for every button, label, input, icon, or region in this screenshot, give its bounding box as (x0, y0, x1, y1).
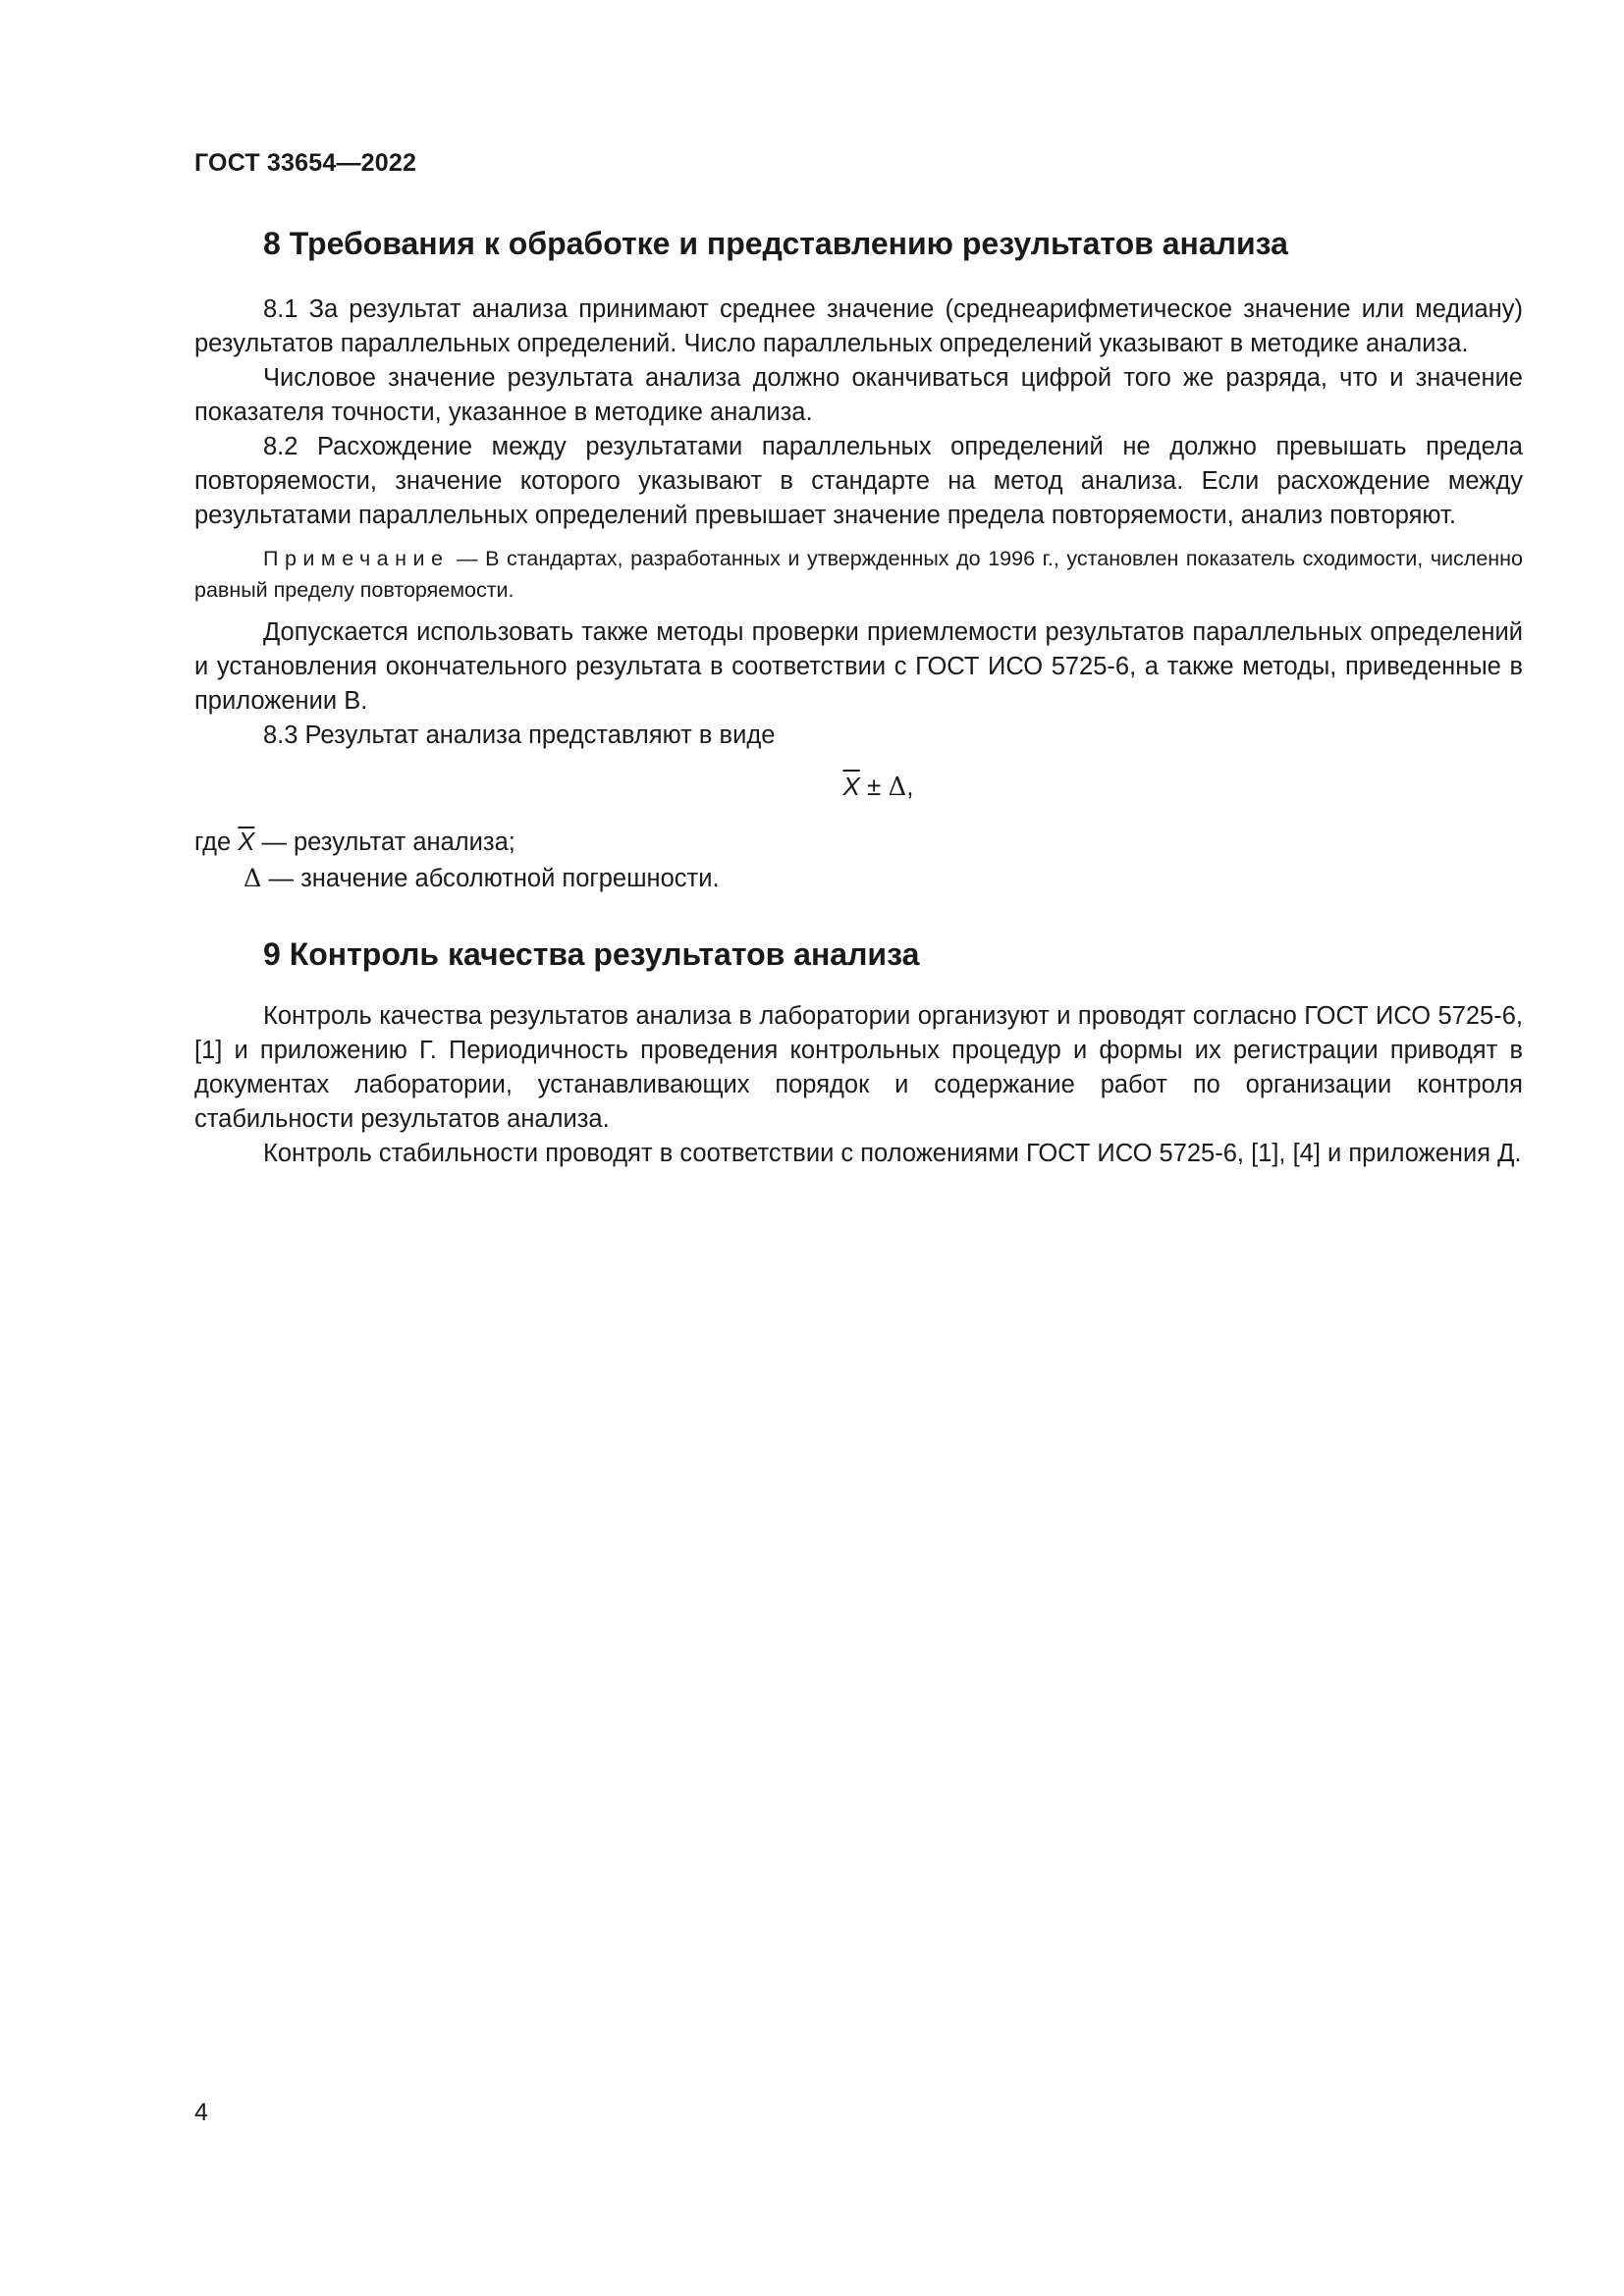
section-8-paragraph-8-3: 8.3 Результат анализа представляют в виде (263, 721, 776, 749)
document-header: ГОСТ 33654—2022 (194, 149, 417, 177)
section-8-paragraph-8-2: 8.2 Расхождение между результатами параллельных определений не должно превышать предела повторяемости, значение которого указывают в стандарте на метод анализа. Если расхождение между результатами параллельных определений превышает значение предела повторяемости, анализ повторяют. (194, 433, 1523, 529)
formula-comma: , (906, 772, 914, 801)
page-content (194, 222, 1523, 1171)
where-delta-description: — значение абсолютной погрешности. (261, 865, 720, 892)
section-9-title: 9 Контроль качества результатов анализа (263, 936, 920, 972)
where-delta-symbol: Δ (244, 864, 262, 893)
section-8-paragraph-8-1: 8.1 За результат анализа принимают среднее значение (среднеарифметическое значение или медиану) результатов параллельных определений. Число параллельных определений указывают в методике анализа. (194, 295, 1523, 357)
section-8-title: 8 Требования к обработке и представлению результатов анализа (263, 226, 1288, 261)
section-8-paragraph-methods: Допускается использовать также методы проверки приемлемости результатов параллельных определений и установления окончательного результата в соответствии с ГОСТ ИСО 5725-6, а также методы, приведенные в приложении В. (194, 618, 1523, 715)
section-9-paragraph-control: Контроль качества результатов анализа в лаборатории организуют и проводят согласно ГОСТ ИСО 5725-6, [1] и приложению Г. Периодичность проведения контрольных процедур и формы их регистрации приводят в документах лаборатории, устанавливающих порядок и содержание работ по организации контроля стабильности результатов анализа. (194, 1002, 1523, 1133)
where-x-line (194, 825, 1523, 861)
where-word: где (194, 828, 239, 856)
formula-plus-minus: ± (859, 772, 889, 801)
note (194, 543, 1523, 606)
result-formula (194, 767, 1523, 807)
formula-delta: Δ (888, 773, 907, 802)
section-9-paragraph-stability: Контроль стабильности проводят в соответствии с положениями ГОСТ ИСО 5725-6, [1], [4] и приложения Д. (263, 1140, 1522, 1167)
note-label: Примечание (263, 547, 450, 570)
where-x-bar: $\overline{X}$ (238, 828, 255, 856)
where-delta-line (194, 861, 1523, 897)
note-text: — В стандартах, разработанных и утвержденных до 1996 г., установлен показатель сходимости, численно равный пределу повторяемости. (194, 547, 1523, 602)
where-x-description: — результат анализа; (254, 828, 515, 856)
formula-x-bar: $\overline{X}$ (842, 772, 860, 801)
section-8-paragraph-precision: Числовое значение результата анализа должно оканчиваться цифрой того же разряда, что и значение показателя точности, указанное в методике анализа. (194, 364, 1523, 426)
page-number: 4 (194, 2099, 208, 2126)
